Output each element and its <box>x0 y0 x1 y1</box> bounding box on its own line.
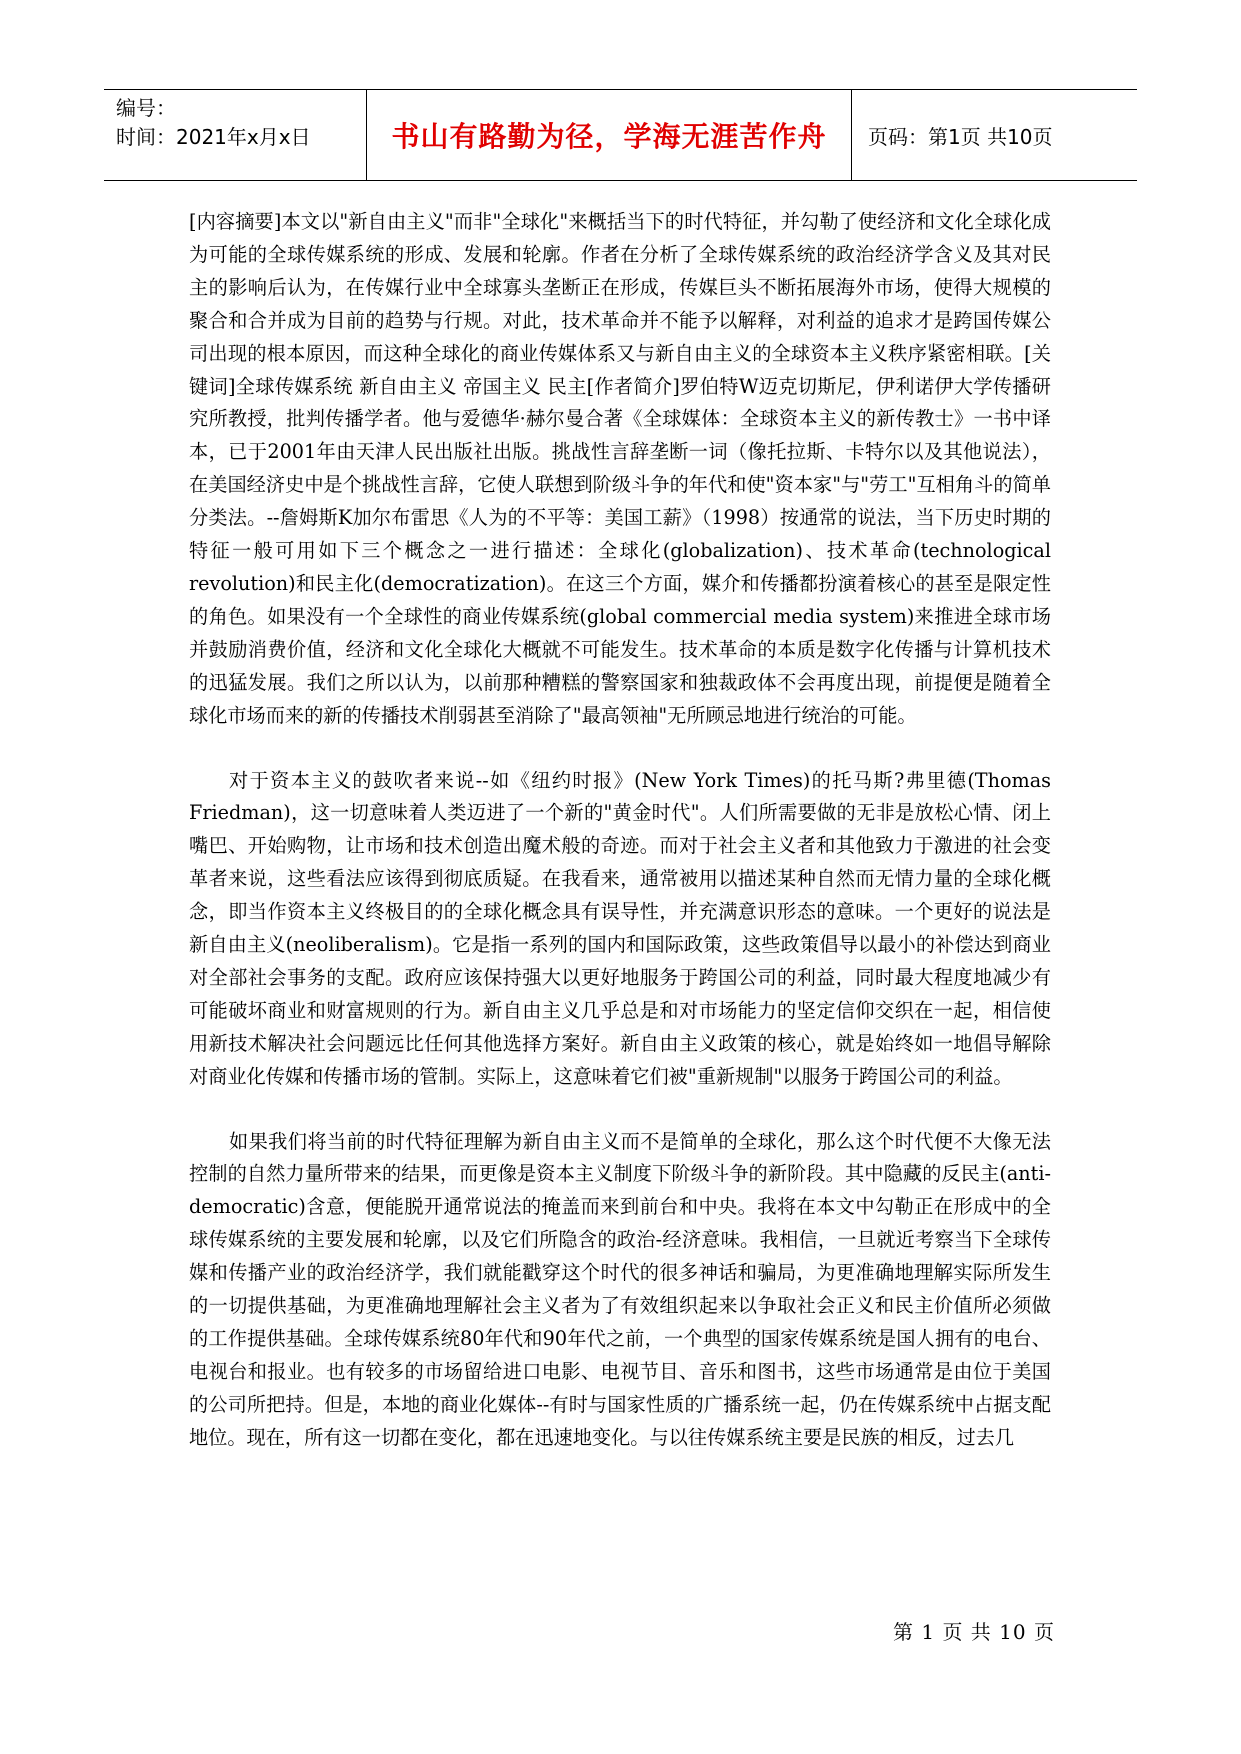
header-motto: 书山有路勤为径，学海无涯苦作舟 <box>367 90 852 180</box>
document-number-label: 编号： <box>116 96 176 120</box>
header-page-number: 页码：第1页 共10页 <box>868 124 1053 149</box>
page-footer: 第 1 页 共 10 页 <box>893 1620 1055 1644</box>
paragraph: 如果我们将当前的时代特征理解为新自由主义而不是简单的全球化，那么这个时代便不大像无法控制的自然力量所带来的结果，而更像是资本主义制度下阶级斗争的新阶段。其中隐藏的反民主(anti-democratic)含意，便能脱开通常说法的掩盖而来到前台和中央。我将在本文中勾勒正在形成中的全球传媒系统的主要发展和轮廓，以及它们所隐含的政治-经济意味。我相信，一旦就近考察当下全球传媒和传播产业的政治经济学，我们就能戳穿这个时代的很多神话和骗局，为更准确地理解实际所发生的一切提供基础，为更准确地理解社会主义者为了有效组织起来以争取社会正义和民主价值所必须做的工作提供基础。全球传媒系统80年代和90年代之前，一个典型的国家传媒系统是国人拥有的电台、电视台和报业。也有较多的市场留给进口电影、电视节目、音乐和图书，这些市场通常是由位于美国的公司所把持。但是，本地的商业化媒体--有时与国家性质的广播系统一起，仍在传媒系统中占据支配地位。现在，所有这一切都在变化，都在迅速地变化。与以往传媒系统主要是民族的相反，过去几 <box>189 1129 1051 1449</box>
paragraph-abstract: [内容摘要]本文以"新自由主义"而非"全球化"来概括当下的时代特征，并勾勒了使经济和文化全球化成为可能的全球传媒系统的形成、发展和轮廓。作者在分析了全球传媒系统的政治经济学含义及其对民主的影响后认为，在传媒行业中全球寡头垄断正在形成，传媒巨头不断拓展海外市场，使得大规模的聚合和合并成为目前的趋势与行规。对此，技术革命并不能予以解释，对利益的追求才是跨国传媒公司出现的根本原因，而这种全球化的商业传媒体系又与新自由主义的全球资本主义秩序紧密相联。[关键词]全球传媒系统 新自由主义 帝国主义 民主[作者简介]罗伯特W迈克切斯尼，伊利诺伊大学传播研究所教授，批判传播学者。他与爱德华·赫尔曼合著《全球媒体：全球资本主义的新传教士》一书中译本，已于2001年由天津人民出版社出版。挑战性言辞垄断一词（像托拉斯、卡特尔以及其他说法），在美国经济史中是个挑战性言辞，它使人联想到阶级斗争的年代和使"资本家"与"劳工"互相角斗的简单分类法。--詹姆斯K加尔布雷思《人为的不平等：美国工薪》（1998）按通常的说法，当下历史时期的特征一般可用如下三个概念之一进行描述：全球化(globalization)、技术革命(technological revolution)和民主化(democratization)。在这三个方面，媒介和传播都扮演着核心的甚至是限定性的角色。如果没有一个全球性的商业传媒系统(global commercial media system)来推进全球市场并鼓励消费价值，经济和文化全球化大概就不可能发生。技术革命的本质是数字化传播与计算机技术的迅猛发展。我们之所以认为，以前那种糟糕的警察国家和独裁政体不会再度出现，前提便是随着全球化市场而来的新的传播技术削弱甚至消除了"最高领袖"无所顾忌地进行统治的可能。 <box>189 210 1051 727</box>
header-table <box>104 89 1137 181</box>
header-meta <box>104 90 367 180</box>
document-time-label: 时间：2021年x月x日 <box>116 125 311 149</box>
document-body <box>189 206 1051 1455</box>
paragraph: 对于资本主义的鼓吹者来说--如《纽约时报》(New York Times)的托马斯?弗里德(Thomas Friedman)，这一切意味着人类迈进了一个新的"黄金时代"。人们所需要做的无非是放松心情、闭上嘴巴、开始购物，让市场和技术创造出魔术般的奇迹。而对于社会主义者和其他致力于激进的社会变革者来说，这些看法应该得到彻底质疑。在我看来，通常被用以描述某种自然而无情力量的全球化概念，即当作资本主义终极目的的全球化概念具有误导性，并充满意识形态的意味。一个更好的说法是新自由主义(neoliberalism)。它是指一系列的国内和国际政策，这些政策倡导以最小的补偿达到商业对全部社会事务的支配。政府应该保持强大以更好地服务于跨国公司的利益，同时最大程度地减少有可能破坏商业和财富规则的行为。新自由主义几乎总是和对市场能力的坚定信仰交织在一起，相信使用新技术解决社会问题远比任何其他选择方案好。新自由主义政策的核心，就是始终如一地倡导解除对商业化传媒和传播市场的管制。实际上，这意味着它们被"重新规制"以服务于跨国公司的利益。 <box>189 768 1051 1088</box>
